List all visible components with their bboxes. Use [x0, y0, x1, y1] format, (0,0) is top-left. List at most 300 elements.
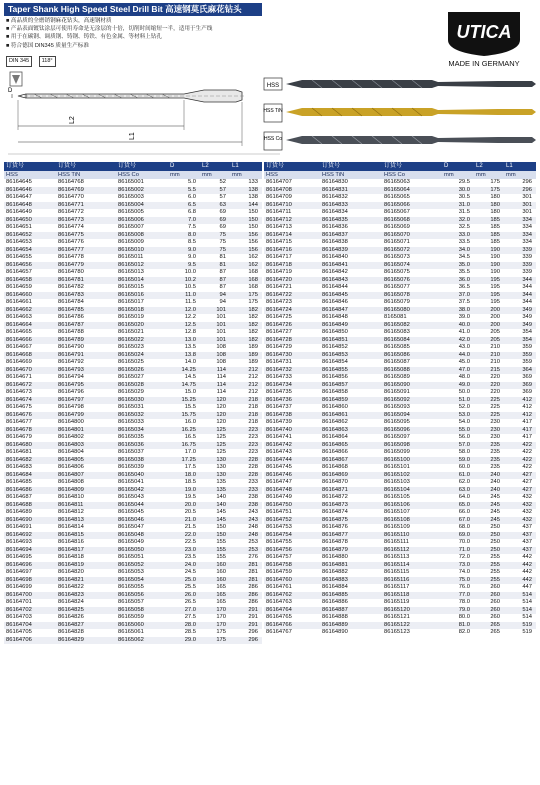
table-row: [4, 374, 262, 382]
cell-order-tin: 86164790: [58, 344, 84, 350]
cell-order-tin: 86164814: [58, 524, 84, 530]
cell-diameter: 9.0: [187, 254, 196, 260]
cell-order-hss: 86164712: [264, 217, 320, 225]
cell-length-l1: 437: [504, 547, 536, 555]
cell-diameter: 16.25: [168, 427, 200, 435]
cell-order-tin: 86164773: [56, 217, 116, 225]
feature-list: [6, 17, 306, 50]
feature-item: ■ 产品表面镀钛涂层可使用寿命是无涂层的十倍，切削时间缩短一半，适用于生产线: [6, 26, 213, 33]
cell-diameter: 15.25: [168, 397, 200, 405]
cell-length-l2: 250: [474, 532, 504, 540]
cell-order-co: 86165066: [382, 202, 442, 210]
cell-length-l1: 218: [230, 412, 262, 420]
cell-order-tin: 86164866: [322, 449, 348, 455]
table-row: [4, 464, 262, 472]
cell-order-hss: 86164761: [266, 584, 292, 590]
cell-length-l2: 250: [490, 539, 500, 545]
cell-order-co: 86165001: [118, 179, 144, 185]
table-row: [264, 442, 536, 450]
cell-length-l2: 108: [216, 359, 226, 365]
cell-order-tin: 86164821: [56, 577, 116, 585]
cell-diameter: 20.0: [168, 502, 200, 510]
col-sub-l1-unit: mm: [504, 171, 536, 179]
cell-diameter: 19.5: [184, 494, 196, 500]
cell-order-tin: 86164832: [322, 194, 348, 200]
table-row: [4, 457, 262, 465]
cell-order-hss: 86164764: [264, 607, 320, 615]
cell-order-co: 86165013: [118, 269, 144, 275]
cell-length-l1: 417: [522, 434, 532, 440]
cell-length-l2: 81: [200, 262, 230, 270]
cell-length-l1: 514: [504, 592, 536, 600]
table-row: [4, 592, 262, 600]
cell-length-l2: 135: [200, 487, 230, 495]
cell-order-co: 86165071: [384, 239, 410, 245]
cell-length-l2: 57: [200, 187, 230, 195]
cell-order-co: 86165019: [118, 314, 144, 320]
table-row: [264, 472, 536, 480]
cell-length-l2: 220: [474, 382, 504, 390]
cell-order-tin: 86164798: [58, 404, 84, 410]
cell-length-l1: 519: [522, 629, 532, 635]
cell-length-l2: 180: [474, 202, 504, 210]
table-row: [264, 217, 536, 225]
cell-order-tin: 86164828: [58, 629, 84, 635]
cell-diameter: 68.0: [458, 524, 470, 530]
cell-length-l1: 150: [248, 224, 258, 230]
cell-diameter: 71.0: [442, 547, 474, 555]
cell-length-l1: 432: [504, 517, 536, 525]
cell-length-l2: 140: [200, 502, 230, 510]
cell-length-l2: 225: [474, 397, 504, 405]
table-row: [4, 269, 262, 277]
cell-length-l2: 114: [200, 367, 230, 375]
table-row: [264, 494, 536, 502]
table-row: [264, 224, 536, 232]
col-sub-tin: HSS TiN: [320, 171, 382, 179]
cell-order-tin: 86164809: [56, 487, 116, 495]
cell-length-l1: 212: [230, 382, 262, 390]
cell-diameter: 26.5: [184, 599, 196, 605]
table-row: [4, 367, 262, 375]
cell-order-tin: 86164831: [320, 187, 382, 195]
cell-diameter: 9.5: [168, 262, 200, 270]
cell-order-hss: 86164672: [4, 382, 56, 390]
cell-diameter: 14.0: [184, 359, 196, 365]
table-row: [264, 412, 536, 420]
cell-order-tin: 86164780: [58, 269, 84, 275]
cell-diameter: 58.0: [458, 449, 470, 455]
cell-diameter: 14.75: [168, 382, 200, 390]
cell-length-l1: 334: [522, 239, 532, 245]
cell-order-hss: 86164767: [266, 629, 292, 635]
table-row: [264, 449, 536, 457]
cell-order-co: 86165084: [382, 337, 442, 345]
cell-diameter: 6.8: [187, 209, 196, 215]
cell-order-tin: 86164792: [58, 359, 84, 365]
cell-length-l2: 235: [474, 442, 504, 450]
cell-order-tin: 86164808: [58, 479, 84, 485]
cell-order-tin: 86164793: [56, 367, 116, 375]
cell-length-l1: 286: [248, 584, 258, 590]
cell-length-l1: 442: [504, 577, 536, 585]
table-row: [264, 389, 536, 397]
table-row: [4, 314, 262, 322]
table-row: [4, 329, 262, 337]
cell-order-hss: 86164698: [4, 577, 56, 585]
cell-order-tin: 86164823: [56, 592, 116, 600]
cell-length-l1: 422: [504, 442, 536, 450]
cell-length-l1: 369: [522, 374, 532, 380]
cell-length-l1: 218: [248, 404, 258, 410]
table-row: [264, 427, 536, 435]
cell-order-co: 86165083: [384, 329, 410, 335]
table-row: [4, 254, 262, 262]
dim-label-d: D: [8, 88, 13, 94]
cell-order-tin: 86164799: [56, 412, 116, 420]
cell-length-l1: 301: [522, 209, 532, 215]
cell-diameter: 25.5: [184, 584, 196, 590]
cell-order-co: 86165104: [382, 487, 442, 495]
table-row: [264, 352, 536, 360]
cell-order-hss: 86164742: [264, 442, 320, 450]
cell-length-l2: 230: [490, 434, 500, 440]
feature-item: ■ 用于在碳钢、调质钢、铸钢、铸铁、有色金属、等材料上钻孔: [6, 34, 162, 41]
cell-order-co: 86165099: [384, 449, 410, 455]
table-row: [264, 359, 536, 367]
cell-order-co: 86165113: [384, 554, 410, 560]
cell-diameter: 26.0: [168, 592, 200, 600]
cell-diameter: 67.0: [442, 517, 474, 525]
cell-length-l2: 114: [200, 382, 230, 390]
table-row: [4, 509, 262, 517]
cell-order-tin: 86164874: [322, 509, 348, 515]
cell-order-tin: 86164803: [56, 442, 116, 450]
cell-diameter: 27.5: [184, 614, 196, 620]
cell-order-co: 86165024: [116, 352, 168, 360]
cell-diameter: 69.0: [442, 532, 474, 540]
cell-order-co: 86165111: [384, 539, 409, 545]
cell-order-tin: 86164833: [320, 202, 382, 210]
cell-order-co: 86165027: [118, 374, 144, 380]
cell-length-l2: 52: [219, 179, 226, 185]
cell-order-hss: 86164664: [4, 322, 56, 330]
cell-diameter: 35.5: [458, 269, 470, 275]
cell-diameter: 5.5: [168, 187, 200, 195]
cell-diameter: 80.0: [458, 614, 470, 620]
cell-order-tin: 86164865: [320, 442, 382, 450]
cell-diameter: 14.25: [168, 367, 200, 375]
cell-order-hss: 86164743: [266, 449, 292, 455]
cell-order-tin: 86164786: [58, 314, 84, 320]
cell-order-hss: 86164759: [266, 569, 292, 575]
cell-diameter: 6.0: [187, 194, 196, 200]
cell-length-l1: 156: [230, 232, 262, 240]
cell-order-co: 86165003: [118, 194, 144, 200]
cell-order-co: 86165114: [382, 562, 442, 570]
cell-length-l1: 339: [504, 247, 536, 255]
dim-label-l1: L1: [129, 132, 136, 140]
cell-order-co: 86165097: [384, 434, 410, 440]
cell-order-hss: 86164709: [266, 194, 292, 200]
cell-length-l1: 437: [522, 539, 532, 545]
cell-order-hss: 86164748: [264, 487, 320, 495]
cell-diameter: 30.0: [442, 187, 474, 195]
cell-order-hss: 86164678: [4, 427, 56, 435]
cell-diameter: 21.5: [184, 524, 196, 530]
cell-diameter: 13.0: [168, 337, 200, 345]
table-row: [4, 502, 262, 510]
cell-diameter: 9.0: [168, 247, 200, 255]
cell-length-l2: 170: [216, 614, 226, 620]
table-row: [264, 524, 536, 532]
cell-order-tin: 86164771: [56, 202, 116, 210]
cell-order-co: 86165034: [116, 427, 168, 435]
table-row: [264, 464, 536, 472]
cell-order-co: 86165004: [116, 202, 168, 210]
cell-order-hss: 86164663: [6, 314, 32, 320]
col-sub-hss: HSS: [4, 171, 56, 179]
table-row: [264, 382, 536, 390]
cell-length-l2: 245: [474, 502, 504, 510]
cell-order-tin: 86164838: [322, 239, 348, 245]
cell-order-hss: 86164720: [264, 277, 320, 285]
cell-length-l1: 276: [248, 554, 258, 560]
product-table-left: [4, 162, 262, 644]
cell-order-tin: 86164882: [322, 569, 348, 575]
cell-diameter: 22.5: [184, 539, 196, 545]
table-row: [264, 629, 536, 637]
cell-order-co: 86165112: [382, 547, 442, 555]
cell-length-l2: 215: [474, 367, 504, 375]
cell-order-tin: 86164826: [58, 614, 84, 620]
cell-length-l1: 359: [504, 352, 536, 360]
cell-length-l2: 260: [490, 599, 500, 605]
cell-length-l2: 75: [219, 239, 226, 245]
cell-order-tin: 86164870: [322, 479, 348, 485]
table-row: [264, 194, 536, 202]
cell-length-l1: 422: [504, 457, 536, 465]
cell-length-l2: 195: [474, 292, 504, 300]
table-row: [4, 419, 262, 427]
cell-order-hss: 86164730: [264, 352, 320, 360]
table-row: [4, 277, 262, 285]
cell-order-hss: 86164755: [266, 539, 292, 545]
table-row: [264, 344, 536, 352]
cell-length-l2: 205: [474, 337, 504, 345]
cell-length-l1: 344: [522, 284, 532, 290]
table-row: [4, 179, 262, 187]
cell-order-tin: 86164851: [320, 337, 382, 345]
cell-order-hss: 86164670: [4, 367, 56, 375]
cell-order-co: 86165011: [118, 254, 144, 260]
cell-length-l1: 334: [522, 224, 532, 230]
cell-diameter: 64.0: [458, 494, 470, 500]
table-row: [4, 337, 262, 345]
cell-length-l1: 339: [522, 269, 532, 275]
cell-length-l1: 369: [504, 382, 536, 390]
cell-order-co: 86165049: [118, 539, 144, 545]
cell-length-l1: 182: [230, 322, 262, 330]
table-row: [4, 359, 262, 367]
cell-length-l1: 212: [230, 367, 262, 375]
cell-diameter: 56.0: [458, 434, 470, 440]
cell-order-tin: 86164868: [322, 464, 348, 470]
drill-dimension-drawing: [4, 70, 283, 160]
cell-order-co: 86165076: [382, 277, 442, 285]
cell-length-l2: 210: [490, 359, 500, 365]
cell-order-hss: 86164721: [266, 284, 292, 290]
cell-order-hss: 86164754: [264, 532, 320, 540]
cell-order-tin: 86164876: [322, 524, 348, 530]
cell-diameter: 38.0: [442, 307, 474, 315]
cell-order-co: 86165041: [118, 479, 144, 485]
cell-length-l2: 125: [216, 434, 226, 440]
cell-length-l1: 412: [522, 404, 532, 410]
utica-logo: [438, 8, 530, 68]
cell-order-tin: 86164863: [320, 427, 382, 435]
cell-diameter: 23.0: [168, 547, 200, 555]
cell-length-l2: 240: [490, 479, 500, 485]
cell-length-l1: 296: [230, 637, 262, 645]
cell-length-l2: 190: [474, 262, 504, 270]
cell-order-co: 86165103: [384, 479, 410, 485]
cell-order-hss: 86164688: [4, 502, 56, 510]
table-row: [264, 239, 536, 247]
cell-order-tin: 86164849: [320, 322, 382, 330]
cell-order-hss: 86164717: [266, 254, 292, 260]
cell-order-tin: 86164877: [320, 532, 382, 540]
cell-order-co: 86165056: [116, 592, 168, 600]
table-row: [4, 562, 262, 570]
cell-order-hss: 86164751: [266, 509, 292, 515]
cell-order-hss: 86164683: [6, 464, 32, 470]
cell-length-l1: 223: [248, 449, 258, 455]
cell-order-hss: 86164662: [4, 307, 56, 315]
cell-order-hss: 86164682: [4, 457, 56, 465]
cell-length-l2: 120: [216, 419, 226, 425]
cell-order-tin: 86164810: [58, 494, 84, 500]
cell-length-l1: 291: [230, 607, 262, 615]
cell-order-hss: 86164679: [6, 434, 32, 440]
table-row: [264, 367, 536, 375]
cell-length-l2: 255: [474, 577, 504, 585]
cell-length-l2: 210: [474, 352, 504, 360]
cell-order-tin: 86164830: [322, 179, 348, 185]
cell-order-co: 86165072: [382, 247, 442, 255]
cell-order-hss: 86164735: [266, 389, 292, 395]
cell-length-l2: 175: [490, 179, 500, 185]
cell-length-l2: 145: [200, 517, 230, 525]
cell-length-l2: 125: [200, 427, 230, 435]
cell-diameter: 17.25: [168, 457, 200, 465]
cell-diameter: 6.5: [168, 202, 200, 210]
cell-length-l1: 168: [248, 284, 258, 290]
table-row: [4, 607, 262, 615]
cell-diameter: 53.0: [442, 412, 474, 420]
cell-length-l2: 240: [474, 472, 504, 480]
table-row: [4, 299, 262, 307]
cell-diameter: 12.0: [168, 307, 200, 315]
cell-length-l2: 160: [200, 577, 230, 585]
cell-length-l2: 265: [490, 629, 500, 635]
cell-diameter: 33.5: [458, 239, 470, 245]
cell-length-l2: 155: [216, 554, 226, 560]
cell-diameter: 40.0: [442, 322, 474, 330]
cell-length-l2: 255: [490, 554, 500, 560]
cell-order-hss: 86164677: [6, 419, 32, 425]
cell-length-l1: 349: [504, 322, 536, 330]
table-row: [4, 434, 262, 442]
table-row: [4, 517, 262, 525]
tag-hss-co: HSS Co: [263, 136, 283, 142]
cell-order-co: 86165002: [116, 187, 168, 195]
cell-length-l1: 339: [504, 262, 536, 270]
cell-order-co: 86165068: [382, 217, 442, 225]
table-row: [264, 592, 536, 600]
cell-order-co: 86165010: [116, 247, 168, 255]
cell-order-hss: 86164659: [6, 284, 32, 290]
table-row: [264, 562, 536, 570]
cell-length-l2: 195: [474, 277, 504, 285]
cell-order-co: 86165107: [384, 509, 410, 515]
cell-length-l2: 170: [200, 622, 230, 630]
cell-diameter: 60.0: [458, 464, 470, 470]
cell-length-l1: 344: [504, 277, 536, 285]
cell-length-l2: 185: [474, 217, 504, 225]
cell-diameter: 15.5: [184, 404, 196, 410]
cell-length-l2: 63: [200, 202, 230, 210]
cell-order-co: 86165118: [382, 592, 442, 600]
cell-order-tin: 86164860: [322, 404, 348, 410]
cell-length-l1: 228: [230, 457, 262, 465]
cell-length-l1: 248: [248, 524, 258, 530]
cell-order-co: 86165021: [118, 329, 144, 335]
cell-diameter: 73.0: [442, 562, 474, 570]
cell-order-co: 86165039: [118, 464, 144, 470]
cell-length-l1: 286: [248, 599, 258, 605]
cell-order-hss: 86164649: [6, 209, 32, 215]
cell-order-tin: 86164796: [58, 389, 84, 395]
cell-order-hss: 86164747: [266, 479, 292, 485]
cell-diameter: 59.0: [442, 457, 474, 465]
cell-order-hss: 86164714: [264, 232, 320, 240]
cell-diameter: 31.5: [458, 209, 470, 215]
cell-diameter: 15.0: [184, 389, 196, 395]
cell-length-l1: 417: [504, 427, 536, 435]
cell-order-tin: 86164822: [58, 584, 84, 590]
cell-length-l1: 238: [230, 502, 262, 510]
table-row: [4, 217, 262, 225]
table-row: [264, 554, 536, 562]
cell-order-co: 86165110: [382, 532, 442, 540]
cell-order-hss: 86164655: [6, 254, 32, 260]
cell-order-hss: 86164736: [264, 397, 320, 405]
cell-order-co: 86165007: [118, 224, 144, 230]
cell-length-l1: 344: [504, 292, 536, 300]
cell-order-hss: 86164687: [6, 494, 32, 500]
cell-order-tin: 86164856: [322, 374, 348, 380]
table-row: [4, 284, 262, 292]
cell-length-l1: 301: [522, 194, 532, 200]
cell-order-co: 86165026: [116, 367, 168, 375]
cell-diameter: 29.0: [168, 637, 200, 645]
cell-order-tin: 86164854: [322, 359, 348, 365]
drill-hss: [264, 78, 536, 90]
cell-length-l1: 291: [230, 622, 262, 630]
cell-diameter: 70.0: [458, 539, 470, 545]
cell-diameter: 45.0: [458, 359, 470, 365]
